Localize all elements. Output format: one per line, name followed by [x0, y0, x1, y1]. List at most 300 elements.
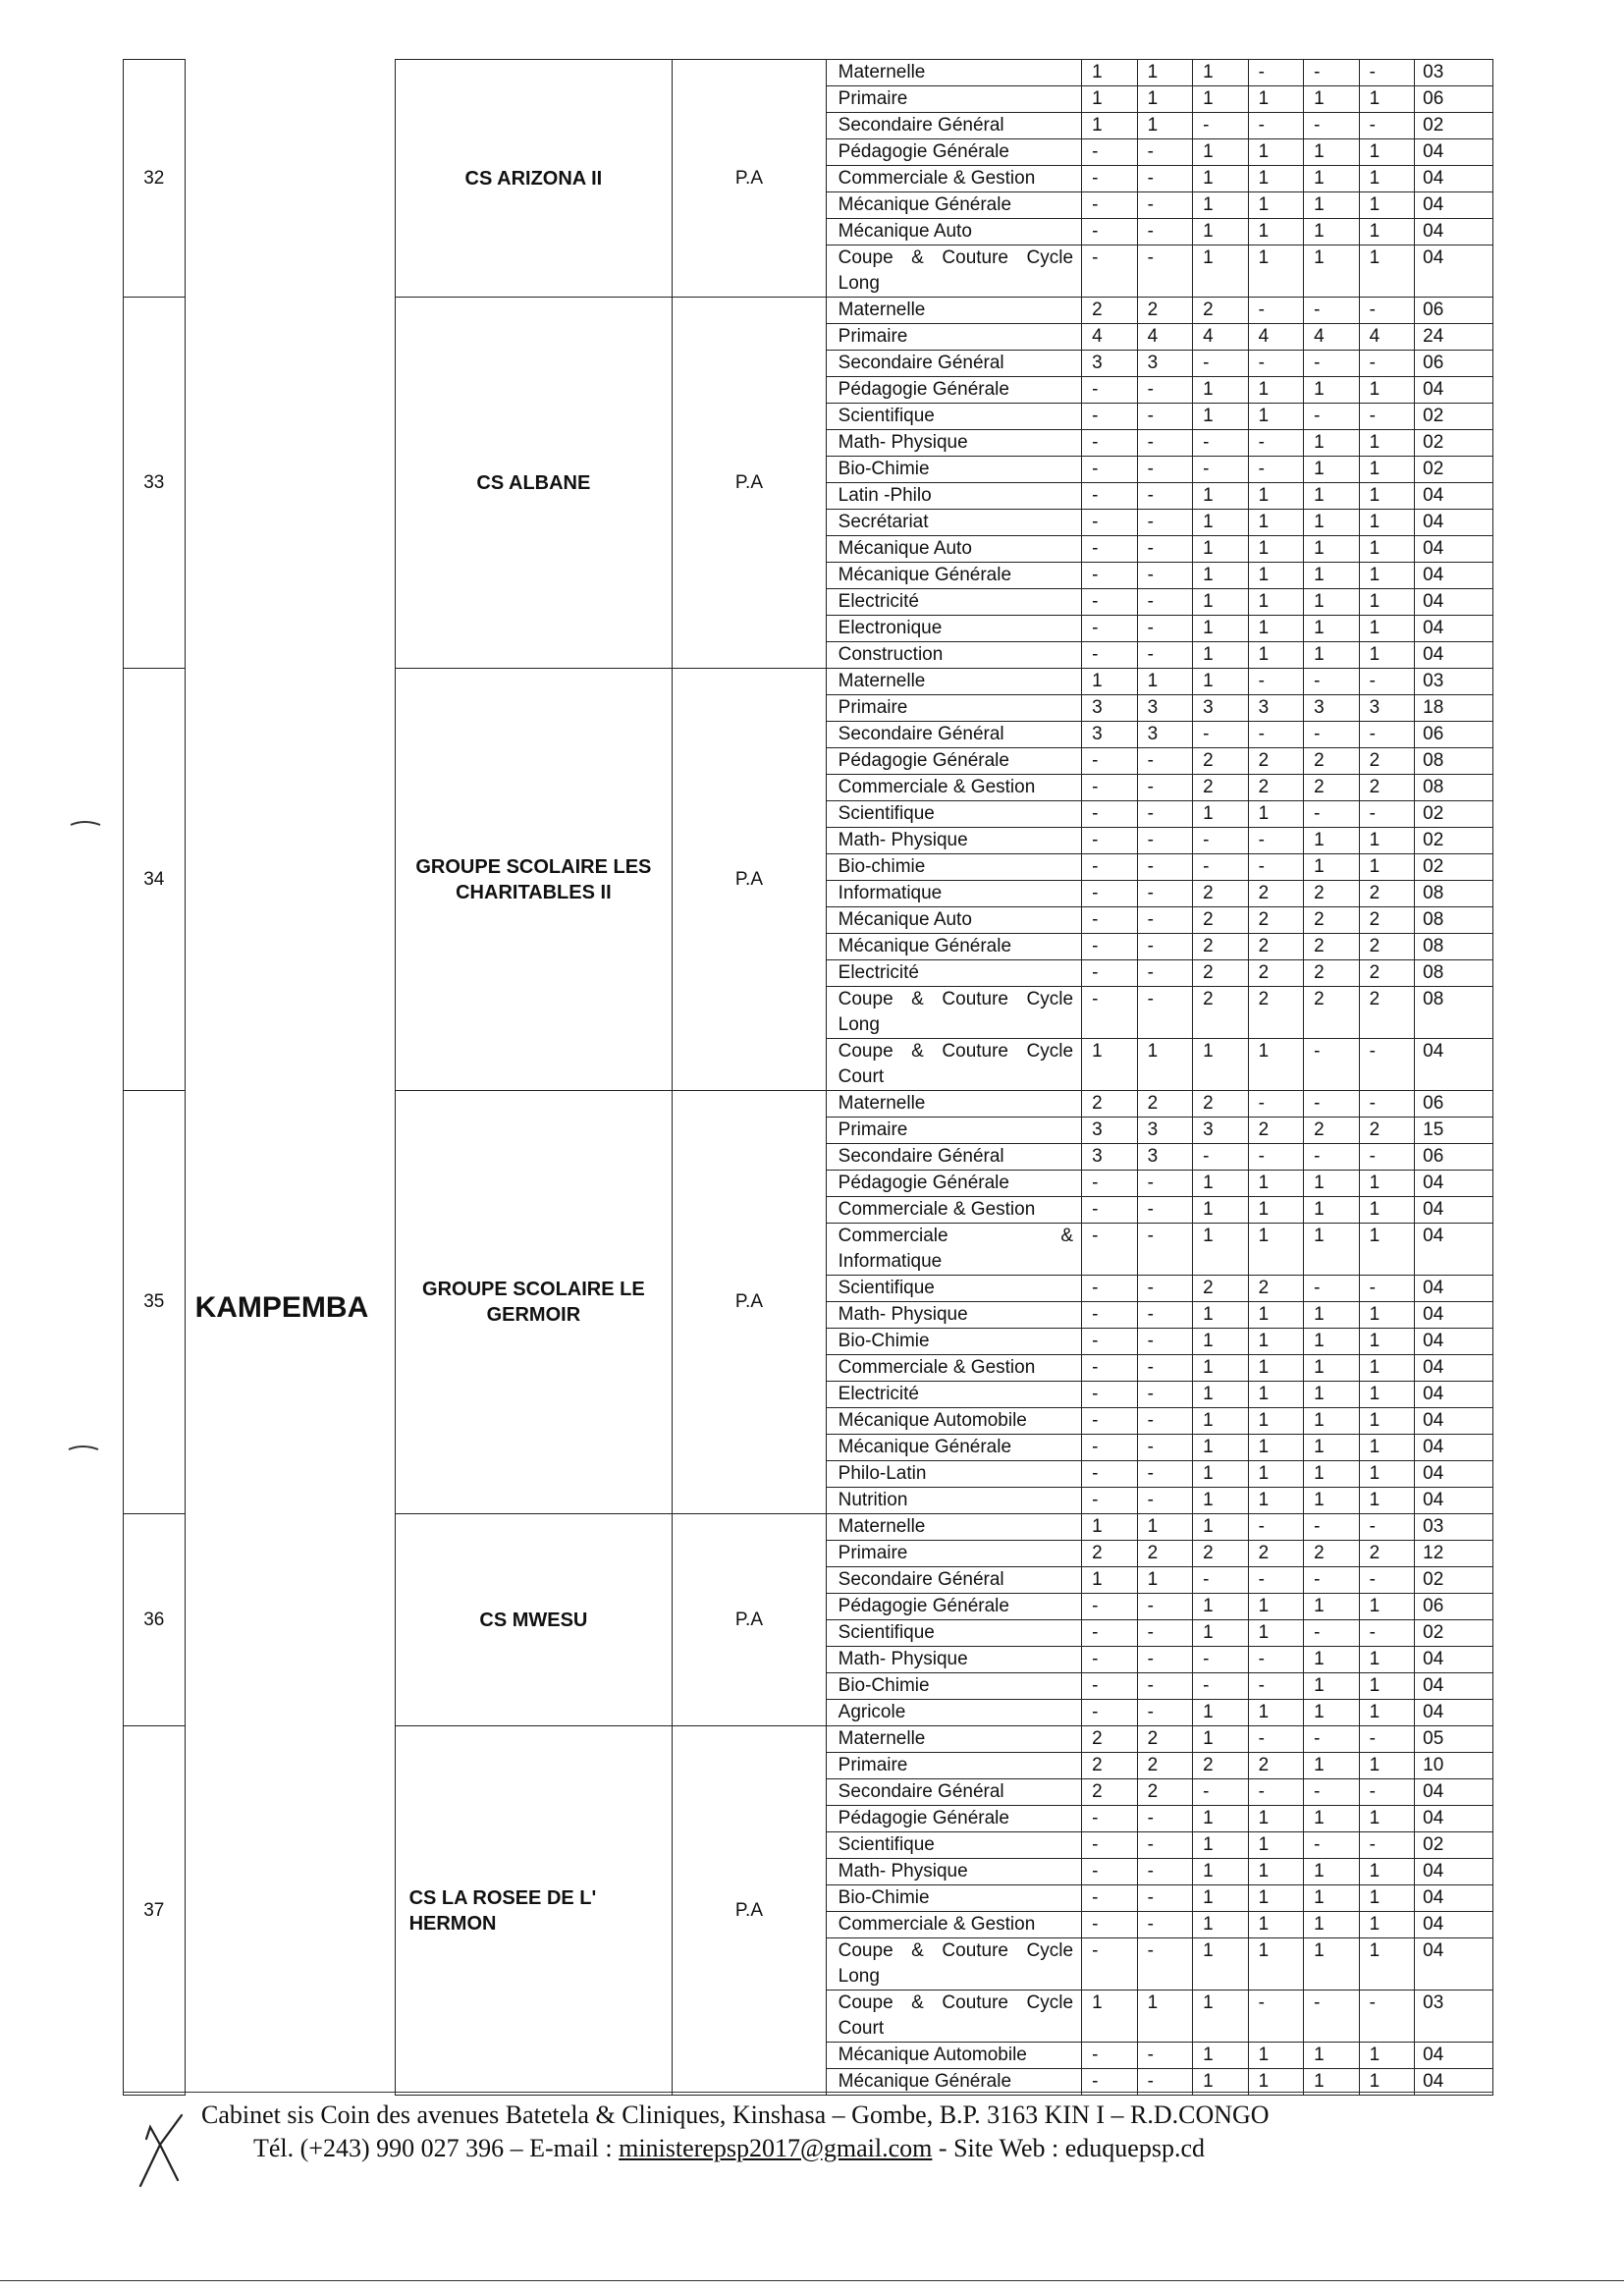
class-count: 2	[1082, 1753, 1138, 1779]
class-count: 2	[1359, 748, 1415, 775]
class-count: 1	[1193, 1726, 1249, 1753]
class-count: 1	[1359, 1594, 1415, 1620]
class-count: -	[1248, 828, 1304, 854]
class-count: 2	[1359, 775, 1415, 801]
class-count: 1	[1304, 2043, 1360, 2069]
class-count: -	[1137, 1461, 1193, 1488]
class-count: 1	[1359, 192, 1415, 219]
class-count: -	[1137, 1700, 1193, 1726]
option-name: Maternelle	[826, 1726, 1081, 1753]
row-total: 04	[1415, 1885, 1493, 1912]
class-count: 1	[1359, 1938, 1415, 1991]
class-count: -	[1193, 1647, 1249, 1673]
class-count: 2	[1193, 1753, 1249, 1779]
class-count: 1	[1359, 589, 1415, 616]
class-count: 1	[1137, 86, 1193, 113]
class-count: 1	[1193, 1171, 1249, 1197]
class-count: 2	[1304, 960, 1360, 987]
class-count: -	[1359, 1276, 1415, 1302]
class-count: 1	[1304, 828, 1360, 854]
class-count: 1	[1304, 616, 1360, 642]
school-regime: P.A	[673, 298, 826, 669]
class-count: 1	[1248, 1224, 1304, 1276]
option-name: Pédagogie Générale	[826, 377, 1081, 404]
class-count: -	[1137, 589, 1193, 616]
class-count: 1	[1248, 536, 1304, 563]
class-count: 1	[1304, 1224, 1360, 1276]
class-count: 1	[1304, 589, 1360, 616]
option-name: Scientifique	[826, 404, 1081, 430]
class-count: -	[1359, 722, 1415, 748]
class-count: 1	[1304, 86, 1360, 113]
option-name: Secondaire Général	[826, 113, 1081, 139]
class-count: 1	[1304, 377, 1360, 404]
row-total: 04	[1415, 192, 1493, 219]
class-count: 2	[1248, 1118, 1304, 1144]
row-total: 04	[1415, 1329, 1493, 1355]
class-count: 1	[1193, 2043, 1249, 2069]
class-count: -	[1082, 642, 1138, 669]
row-total: 04	[1415, 1779, 1493, 1806]
class-count: 1	[1248, 1859, 1304, 1885]
class-count: 4	[1248, 324, 1304, 351]
class-count: 2	[1248, 775, 1304, 801]
class-count: 1	[1359, 1329, 1415, 1355]
class-count: 2	[1248, 960, 1304, 987]
class-count: 1	[1193, 1700, 1249, 1726]
class-count: 1	[1137, 1039, 1193, 1091]
class-count: -	[1248, 1144, 1304, 1171]
class-count: 1	[1193, 1382, 1249, 1408]
row-total: 02	[1415, 430, 1493, 457]
row-total: 04	[1415, 1197, 1493, 1224]
class-count: -	[1248, 1779, 1304, 1806]
option-name: Maternelle	[826, 669, 1081, 695]
row-total: 04	[1415, 1647, 1493, 1673]
class-count: -	[1137, 1171, 1193, 1197]
class-count: -	[1359, 404, 1415, 430]
class-count: -	[1082, 1620, 1138, 1647]
option-name: Mécanique Générale	[826, 934, 1081, 960]
class-count: -	[1082, 404, 1138, 430]
class-count: 1	[1193, 1620, 1249, 1647]
class-count: 1	[1304, 1302, 1360, 1329]
option-name: Primaire	[826, 1541, 1081, 1567]
school-number: 37	[124, 1726, 186, 2096]
row-total: 04	[1415, 1039, 1493, 1091]
school-number: 36	[124, 1514, 186, 1726]
school-regime: P.A	[673, 1726, 826, 2096]
class-count: -	[1082, 1461, 1138, 1488]
class-count: -	[1137, 2043, 1193, 2069]
row-total: 04	[1415, 139, 1493, 166]
school-regime: P.A	[673, 1091, 826, 1514]
row-total: 08	[1415, 960, 1493, 987]
class-count: 1	[1359, 1224, 1415, 1276]
class-count: 1	[1248, 1329, 1304, 1355]
class-count: -	[1082, 854, 1138, 881]
row-total: 04	[1415, 1224, 1493, 1276]
class-count: -	[1082, 1806, 1138, 1832]
class-count: -	[1137, 404, 1193, 430]
row-total: 04	[1415, 1938, 1493, 1991]
row-total: 05	[1415, 1726, 1493, 1753]
class-count: -	[1082, 1171, 1138, 1197]
class-count: 1	[1193, 1224, 1249, 1276]
class-count: 1	[1248, 2043, 1304, 2069]
class-count: 1	[1359, 1647, 1415, 1673]
class-count: 1	[1359, 1171, 1415, 1197]
class-count: -	[1137, 828, 1193, 854]
class-count: -	[1137, 1620, 1193, 1647]
class-count: -	[1304, 1276, 1360, 1302]
class-count: 2	[1248, 1753, 1304, 1779]
option-name: Commerciale & Gestion	[826, 775, 1081, 801]
class-count: -	[1137, 1329, 1193, 1355]
school-number: 32	[124, 60, 186, 298]
class-count: 1	[1248, 1912, 1304, 1938]
class-count: 2	[1193, 298, 1249, 324]
class-count: 1	[1193, 219, 1249, 245]
margin-tick-mark	[67, 1442, 100, 1453]
row-total: 15	[1415, 1118, 1493, 1144]
class-count: -	[1304, 669, 1360, 695]
class-count: -	[1248, 298, 1304, 324]
class-count: -	[1359, 298, 1415, 324]
option-name: Secondaire Général	[826, 1144, 1081, 1171]
class-count: -	[1304, 1726, 1360, 1753]
class-count: -	[1082, 1700, 1138, 1726]
footer-tel: Tél. (+243) 990 027 396 – E-mail :	[253, 2134, 620, 2162]
option-name: Math- Physique	[826, 1859, 1081, 1885]
class-count: -	[1137, 1435, 1193, 1461]
option-name: Secondaire Général	[826, 1567, 1081, 1594]
class-count: 1	[1082, 669, 1138, 695]
class-count: -	[1248, 60, 1304, 86]
district-label: KAMPEMBA	[194, 1291, 369, 1324]
class-count: 1	[1248, 1885, 1304, 1912]
class-count: -	[1082, 1938, 1138, 1991]
class-count: 1	[1082, 1991, 1138, 2043]
class-count: -	[1248, 1991, 1304, 2043]
class-count: -	[1359, 1091, 1415, 1118]
class-count: 1	[1248, 1171, 1304, 1197]
class-count: 4	[1137, 324, 1193, 351]
class-count: -	[1304, 60, 1360, 86]
class-count: 1	[1193, 616, 1249, 642]
class-count: 1	[1248, 1620, 1304, 1647]
class-count: -	[1082, 377, 1138, 404]
class-count: 1	[1304, 1673, 1360, 1700]
class-count: 1	[1193, 139, 1249, 166]
class-count: 1	[1193, 1408, 1249, 1435]
class-count: -	[1193, 113, 1249, 139]
row-total: 06	[1415, 298, 1493, 324]
class-count: 3	[1082, 1144, 1138, 1171]
row-total: 24	[1415, 324, 1493, 351]
class-count: 1	[1248, 1594, 1304, 1620]
class-count: 1	[1304, 166, 1360, 192]
class-count: -	[1193, 430, 1249, 457]
option-name: Primaire	[826, 695, 1081, 722]
row-total: 04	[1415, 1171, 1493, 1197]
row-total: 08	[1415, 775, 1493, 801]
class-count: 1	[1304, 1171, 1360, 1197]
class-count: 1	[1193, 1594, 1249, 1620]
class-count: 1	[1304, 1753, 1360, 1779]
class-count: -	[1304, 1832, 1360, 1859]
school-regime: P.A	[673, 60, 826, 298]
option-name: Pédagogie Générale	[826, 139, 1081, 166]
row-total: 08	[1415, 881, 1493, 907]
class-count: -	[1359, 669, 1415, 695]
class-count: -	[1359, 1144, 1415, 1171]
option-name: Construction	[826, 642, 1081, 669]
class-count: 1	[1193, 1912, 1249, 1938]
class-count: 1	[1359, 1753, 1415, 1779]
option-name: Mécanique Auto	[826, 219, 1081, 245]
row-total: 08	[1415, 748, 1493, 775]
class-count: 1	[1304, 457, 1360, 483]
class-count: -	[1359, 351, 1415, 377]
row-total: 04	[1415, 616, 1493, 642]
row-total: 06	[1415, 1594, 1493, 1620]
class-count: 1	[1304, 2069, 1360, 2096]
class-count: -	[1082, 748, 1138, 775]
class-count: -	[1082, 616, 1138, 642]
school-regime: P.A	[673, 1514, 826, 1726]
class-count: -	[1248, 722, 1304, 748]
class-count: 1	[1248, 1408, 1304, 1435]
option-name: Primaire	[826, 324, 1081, 351]
class-count: 1	[1359, 1806, 1415, 1832]
row-total: 18	[1415, 695, 1493, 722]
class-count: -	[1359, 1514, 1415, 1541]
option-name: Coupe & Couture Cycle Court	[826, 1039, 1081, 1091]
class-count: 2	[1082, 1726, 1138, 1753]
class-count: 1	[1082, 113, 1138, 139]
option-name: Coupe & Couture Cycle Long	[826, 987, 1081, 1039]
option-name: Bio-Chimie	[826, 457, 1081, 483]
class-count: 1	[1304, 642, 1360, 669]
class-count: 1	[1248, 1461, 1304, 1488]
class-count: 1	[1193, 1302, 1249, 1329]
class-count: 1	[1304, 1647, 1360, 1673]
row-total: 04	[1415, 1276, 1493, 1302]
class-count: -	[1248, 1514, 1304, 1541]
class-count: -	[1137, 854, 1193, 881]
class-count: 1	[1193, 377, 1249, 404]
class-count: 1	[1359, 457, 1415, 483]
class-count: 1	[1359, 1382, 1415, 1408]
class-count: -	[1304, 351, 1360, 377]
class-count: 1	[1304, 192, 1360, 219]
school-number: 33	[124, 298, 186, 669]
table-row	[124, 60, 1493, 86]
row-total: 04	[1415, 219, 1493, 245]
class-count: -	[1082, 510, 1138, 536]
class-count: -	[1193, 457, 1249, 483]
class-count: 1	[1193, 60, 1249, 86]
class-count: -	[1137, 1594, 1193, 1620]
class-count: 1	[1304, 510, 1360, 536]
class-count: 1	[1193, 1885, 1249, 1912]
class-count: 2	[1193, 1091, 1249, 1118]
class-count: 1	[1304, 1461, 1360, 1488]
class-count: 2	[1082, 298, 1138, 324]
row-total: 04	[1415, 2069, 1493, 2096]
option-name: Informatique	[826, 881, 1081, 907]
row-total: 04	[1415, 1700, 1493, 1726]
class-count: -	[1137, 1938, 1193, 1991]
class-count: 2	[1193, 775, 1249, 801]
class-count: -	[1082, 1382, 1138, 1408]
row-total: 03	[1415, 669, 1493, 695]
option-name: Mécanique Générale	[826, 563, 1081, 589]
option-name: Latin -Philo	[826, 483, 1081, 510]
row-total: 02	[1415, 854, 1493, 881]
class-count: 1	[1193, 589, 1249, 616]
row-total: 08	[1415, 987, 1493, 1039]
option-name: Coupe & Couture Cycle Court	[826, 1991, 1081, 2043]
row-total: 04	[1415, 642, 1493, 669]
class-count: -	[1082, 139, 1138, 166]
class-count: 1	[1359, 536, 1415, 563]
class-count: 1	[1193, 1488, 1249, 1514]
class-count: -	[1137, 934, 1193, 960]
class-count: -	[1082, 1435, 1138, 1461]
option-name: Primaire	[826, 86, 1081, 113]
class-count: 1	[1304, 1859, 1360, 1885]
row-total: 04	[1415, 1912, 1493, 1938]
class-count: -	[1137, 1224, 1193, 1276]
class-count: 1	[1304, 1488, 1360, 1514]
option-name: Nutrition	[826, 1488, 1081, 1514]
class-count: 1	[1359, 1912, 1415, 1938]
class-count: -	[1082, 1488, 1138, 1514]
class-count: -	[1193, 828, 1249, 854]
class-count: -	[1137, 1859, 1193, 1885]
option-name: Electronique	[826, 616, 1081, 642]
class-count: -	[1137, 536, 1193, 563]
class-count: 2	[1248, 748, 1304, 775]
option-name: Mécanique Générale	[826, 192, 1081, 219]
school-name: GROUPE SCOLAIRE LES CHARITABLES II	[395, 669, 673, 1091]
class-count: 2	[1359, 987, 1415, 1039]
class-count: 1	[1193, 86, 1249, 113]
class-count: 1	[1193, 669, 1249, 695]
class-count: 1	[1304, 1435, 1360, 1461]
class-count: 1	[1193, 1859, 1249, 1885]
class-count: 1	[1193, 483, 1249, 510]
row-total: 02	[1415, 404, 1493, 430]
class-count: 1	[1248, 801, 1304, 828]
option-name: Math- Physique	[826, 1302, 1081, 1329]
row-total: 04	[1415, 1302, 1493, 1329]
class-count: 1	[1248, 1806, 1304, 1832]
class-count: -	[1082, 457, 1138, 483]
class-count: 1	[1248, 377, 1304, 404]
footer-email-link[interactable]: ministerepsp2017@gmail.com	[619, 2134, 933, 2162]
class-count: 1	[1193, 563, 1249, 589]
class-count: 1	[1304, 1329, 1360, 1355]
district-name	[185, 60, 395, 2096]
school-number: 35	[124, 1091, 186, 1514]
class-count: -	[1082, 1912, 1138, 1938]
row-total: 04	[1415, 589, 1493, 616]
class-count: -	[1137, 219, 1193, 245]
class-count: -	[1082, 1197, 1138, 1224]
class-count: 1	[1304, 1197, 1360, 1224]
class-count: -	[1193, 1673, 1249, 1700]
option-name: Scientifique	[826, 1832, 1081, 1859]
option-name: Maternelle	[826, 60, 1081, 86]
class-count: -	[1193, 1567, 1249, 1594]
class-count: -	[1248, 113, 1304, 139]
class-count: 1	[1193, 1435, 1249, 1461]
class-count: 1	[1359, 1197, 1415, 1224]
class-count: 4	[1082, 324, 1138, 351]
class-count: 1	[1304, 1700, 1360, 1726]
class-count: -	[1137, 1382, 1193, 1408]
class-count: 1	[1193, 245, 1249, 298]
class-count: 1	[1248, 1435, 1304, 1461]
class-count: -	[1359, 113, 1415, 139]
class-count: 3	[1137, 1144, 1193, 1171]
class-count: -	[1082, 1329, 1138, 1355]
option-name: Coupe & Couture Cycle Long	[826, 1938, 1081, 1991]
row-total: 06	[1415, 351, 1493, 377]
page-bottom-rule	[0, 2280, 1624, 2281]
row-total: 04	[1415, 1488, 1493, 1514]
class-count: -	[1082, 1832, 1138, 1859]
option-name: Secondaire Général	[826, 1779, 1081, 1806]
row-total: 04	[1415, 1806, 1493, 1832]
class-count: -	[1137, 2069, 1193, 2096]
class-count: -	[1082, 828, 1138, 854]
class-count: -	[1137, 1355, 1193, 1382]
class-count: -	[1137, 1276, 1193, 1302]
class-count: -	[1304, 1091, 1360, 1118]
option-name: Bio-Chimie	[826, 1673, 1081, 1700]
class-count: 2	[1304, 907, 1360, 934]
margin-tick-mark	[69, 817, 102, 829]
class-count: 1	[1359, 1408, 1415, 1435]
row-total: 04	[1415, 166, 1493, 192]
class-count: 1	[1248, 2069, 1304, 2096]
class-count: 1	[1193, 166, 1249, 192]
class-count: 1	[1248, 563, 1304, 589]
class-count: 1	[1359, 616, 1415, 642]
row-total: 03	[1415, 60, 1493, 86]
class-count: -	[1082, 589, 1138, 616]
class-count: 2	[1304, 1541, 1360, 1567]
class-count: 1	[1193, 404, 1249, 430]
class-count: -	[1137, 801, 1193, 828]
class-count: 1	[1248, 1382, 1304, 1408]
class-count: -	[1082, 2043, 1138, 2069]
school-name: GROUPE SCOLAIRE LE GERMOIR	[395, 1091, 673, 1514]
class-count: -	[1137, 1806, 1193, 1832]
class-count: 1	[1137, 1991, 1193, 2043]
class-count: 3	[1304, 695, 1360, 722]
class-count: -	[1137, 1912, 1193, 1938]
class-count: -	[1359, 1779, 1415, 1806]
option-name: Pédagogie Générale	[826, 1171, 1081, 1197]
class-count: 1	[1248, 1039, 1304, 1091]
class-count: 2	[1359, 1541, 1415, 1567]
option-name: Mécanique Automobile	[826, 1408, 1081, 1435]
